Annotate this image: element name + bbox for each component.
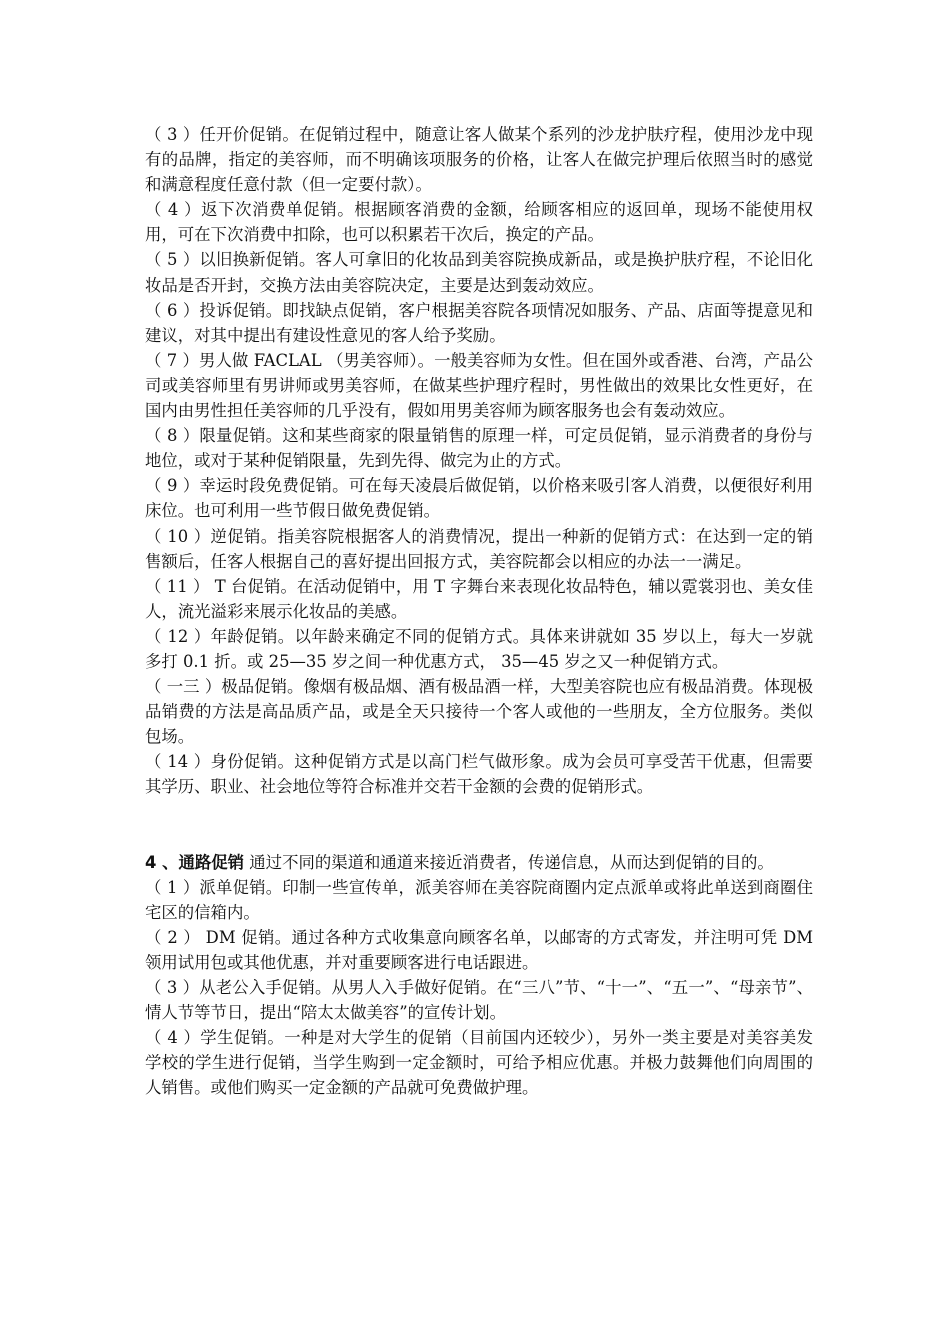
- paragraph-item-6: （ 6 ）投诉促销。即找缺点促销，客户根据美容院各项情况如服务、产品、店面等提意见和建议，对其中提出有建设性意见的客人给予奖励。: [145, 300, 813, 345]
- channel-paragraph-1: （ 1 ）派单促销。印制一些宣传单，派美容师在美容院商圈内定点派单或将此单送到商圈住宅区的信箱内。: [145, 877, 813, 922]
- channel-paragraph-4: （ 4 ）学生促销。一种是对大学生的促销（目前国内还较少），另外一类主要是对美容美发学校的学生进行促销，当学生购到一定金额时，可给予相应优惠。并极力鼓舞他们向周围的人销售。或他们购买一定金额的产品就可免费做护理。: [145, 1028, 813, 1098]
- section-heading-channel: [145, 850, 813, 875]
- paragraph-item-3: （ 3 ）任开价促销。在促销过程中，随意让客人做某个系列的沙龙护肤疗程，使用沙龙中现有的品牌，指定的美容师，而不明确该项服务的价格，让客人在做完护理后依照当时的感觉和满意程度任意付款（但一定要付款）。: [145, 125, 813, 195]
- paragraph-item-13: （ 一三 ）极品促销。像烟有极品烟、酒有极品酒一样，大型美容院也应有极品消费。体现极品销费的方法是高品质产品，或是全天只接待一个客人或他的一些朋友，全方位服务。类似包场。: [145, 677, 813, 747]
- paragraph-item-5: （ 5 ）以旧换新促销。客人可拿旧的化妆品到美容院换成新品，或是换护肤疗程，不论旧化妆品是否开封，交换方法由美容院决定，主要是达到轰动效应。: [145, 250, 813, 295]
- paragraph-item-12: （ 12 ）年龄促销。以年龄来确定不同的促销方式。具体来讲就如 35 岁以上，每大一岁就多打 0.1 折。或 25—35 岁之间一种优惠方式， 35—45 岁之又一种促销方式。: [145, 626, 813, 671]
- section-heading-title: 通路促销: [178, 852, 245, 872]
- channel-paragraph-3: （ 3 ）从老公入手促销。从男人入手做好促销。在“三八”节、“十一”、“五一”、“母亲节”、情人节等节日，提出“陪太太做美容”的宣传计划。: [145, 978, 813, 1023]
- paragraph-item-7: （ 7 ）男人做 FACLAL （男美容师）。一般美容师为女性。但在国外或香港、台湾，产品公司或美容师里有男讲师或男美容师，在做某些护理疗程时，男性做出的效果比女性更好，在国内由男性担任美容师的几乎没有，假如用男美容师为顾客服务也会有轰动效应。: [145, 350, 813, 421]
- section-heading-text: 通过不同的渠道和通道来接近消费者，传递信息，从而达到促销的目的。: [244, 852, 774, 872]
- paragraph-item-4: （ 4 ）返下次消费单促销。根据顾客消费的金额，给顾客相应的返回单，现场不能使用权用，可在下次消费中扣除，也可以积累若干次后，换定的产品。: [145, 200, 813, 245]
- document-body: [145, 122, 813, 1100]
- section-spacer: [145, 800, 813, 850]
- section-heading-number: 4 、: [145, 852, 179, 872]
- paragraph-item-14: （ 14 ）身份促销。这种促销方式是以高门栏气做形象。成为会员可享受苦干优惠，但需要其学历、职业、社会地位等符合标准并交若干金额的会费的促销形式。: [145, 752, 813, 797]
- paragraph-item-8: （ 8 ）限量促销。这和某些商家的限量销售的原理一样，可定员促销，显示消费者的身份与地位，或对于某种促销限量，先到先得、做完为止的方式。: [145, 426, 813, 471]
- paragraph-item-10: （ 10 ）逆促销。指美容院根据客人的消费情况，提出一种新的促销方式：在达到一定的销售额后，任客人根据自己的喜好提出回报方式，美容院都会以相应的办法一一满足。: [145, 526, 813, 571]
- paragraph-item-9: （ 9 ）幸运时段免费促销。可在每天凌晨后做促销，以价格来吸引客人消费，以便很好利用床位。也可利用一些节假日做免费促销。: [145, 476, 813, 521]
- paragraph-item-11: （ 11 ） T 台促销。在活动促销中，用 T 字舞台来表现化妆品特色，辅以霓裳羽也、美女佳人，流光溢彩来展示化妆品的美感。: [145, 576, 813, 621]
- channel-paragraph-2: （ 2 ） DM 促销。通过各种方式收集意向顾客名单，以邮寄的方式寄发，并注明可凭 DM 领用试用包或其他优惠，并对重要顾客进行电话跟进。: [145, 927, 813, 972]
